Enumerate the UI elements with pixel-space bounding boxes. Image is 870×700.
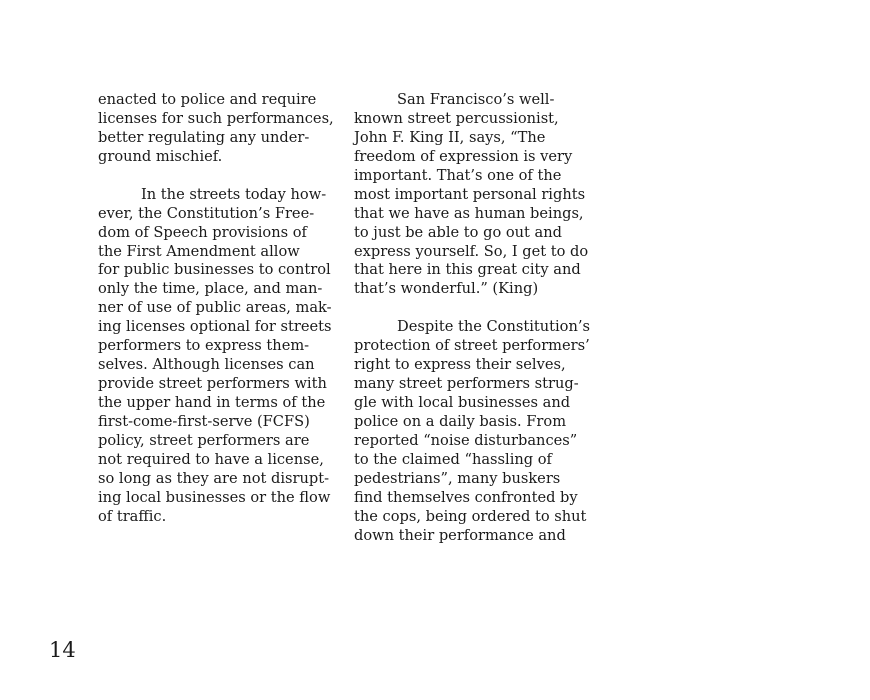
text-line: provide street performers with xyxy=(98,375,327,393)
text-line: the upper hand in terms of the xyxy=(98,394,326,411)
paragraph-gap xyxy=(354,299,590,318)
text-line: important. That’s one of the xyxy=(354,166,562,184)
text-line: ing local businesses or the flow xyxy=(98,488,331,506)
text-line: licenses for such performances, xyxy=(98,109,334,127)
paragraph xyxy=(98,186,334,527)
text-line: performers to express them- xyxy=(98,337,310,355)
text-line: freedom of expression is very xyxy=(354,147,573,165)
text-line: the First Amendment allow xyxy=(98,242,300,260)
paragraph xyxy=(354,318,590,545)
text-line: policy, street performers are xyxy=(98,431,310,449)
text-line: pedestrians”, many buskers xyxy=(354,469,561,487)
text-line: so long as they are not disrupt- xyxy=(98,469,330,487)
text-line: better regulating any under- xyxy=(98,128,310,146)
text-line: San Francisco’s well- xyxy=(397,91,555,108)
text-line: down their performance and xyxy=(354,526,566,544)
text-line: most important personal rights xyxy=(354,185,586,203)
text-line: ever, the Constitution’s Free- xyxy=(98,204,315,222)
text-line: many street performers strug- xyxy=(354,375,579,393)
text-line: In the streets today how- xyxy=(141,185,327,203)
text-line: that here in this great city and xyxy=(354,261,581,279)
page-number: 14 xyxy=(49,638,76,662)
text-line: gle with local businesses and xyxy=(354,394,571,411)
text-line: find themselves confronted by xyxy=(354,488,578,506)
text-line: Despite the Constitution’s xyxy=(397,318,590,336)
text-column-left xyxy=(98,91,334,527)
text-line: ing licenses optional for streets xyxy=(98,318,332,336)
text-line: first-come-first-serve (FCFS) xyxy=(98,412,310,430)
text-line: protection of street performers’ xyxy=(354,337,590,355)
text-line: for public businesses to control xyxy=(98,261,331,279)
text-line: ner of use of public areas, mak- xyxy=(98,299,332,317)
text-line: known street percussionist, xyxy=(354,109,559,127)
text-line: right to express their selves, xyxy=(354,356,566,374)
text-line: enacted to police and require xyxy=(98,91,317,108)
text-line: police on a daily basis. From xyxy=(354,412,567,430)
text-line: not required to have a license, xyxy=(98,450,324,468)
text-line: ground mischief. xyxy=(98,147,223,165)
text-line: to the claimed “hassling of xyxy=(354,450,552,468)
text-line: that’s wonderful.” (King) xyxy=(354,280,539,298)
text-line: John F. King II, says, “The xyxy=(354,128,546,146)
text-line: the cops, being ordered to shut xyxy=(354,507,587,525)
text-line: reported “noise disturbances” xyxy=(354,431,578,449)
text-line: dom of Speech provisions of xyxy=(98,223,307,241)
text-line: of traffic. xyxy=(98,507,167,525)
text-line: express yourself. So, I get to do xyxy=(354,242,589,260)
paragraph xyxy=(98,91,334,167)
text-line: only the time, place, and man- xyxy=(98,280,323,298)
text-line: to just be able to go out and xyxy=(354,223,562,241)
text-line: selves. Although licenses can xyxy=(98,356,315,374)
text-column-right xyxy=(354,91,590,546)
text-line: that we have as human beings, xyxy=(354,204,584,222)
paragraph-gap xyxy=(98,167,334,186)
paragraph xyxy=(354,91,590,299)
